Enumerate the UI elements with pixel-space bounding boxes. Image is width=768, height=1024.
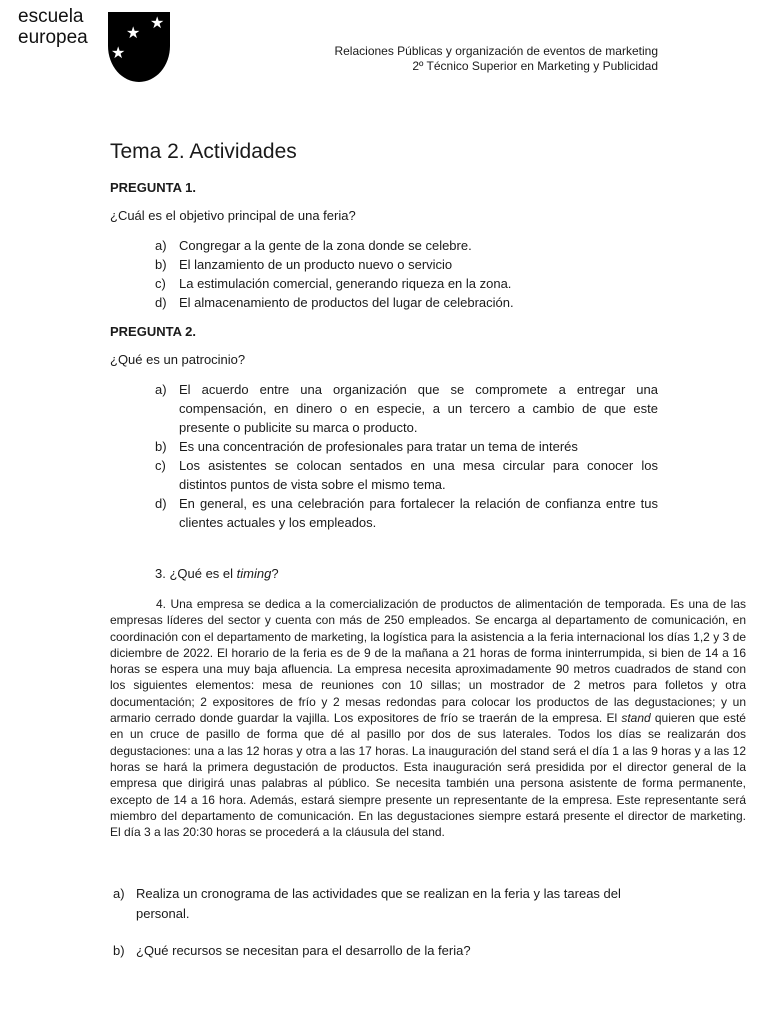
option-text: El almacenamiento de productos del lugar de celebración. <box>179 295 514 310</box>
task-item <box>113 941 673 961</box>
question-2-text: ¿Qué es un patrocinio? <box>110 352 246 367</box>
question-3-emphasis: timing <box>236 566 272 581</box>
logo-line-2: europea <box>18 27 88 48</box>
option-text: En general, es una celebración para fortalecer la relación de confianza entre tus clientes actuales y los empleados. <box>179 496 658 530</box>
option-key: b) <box>155 257 167 272</box>
question-4-text-part-2: quieren que esté en un cruce de pasillo de forma que dé al pasillo por dos de sus laterales. Todos los días se realizarán dos degustaciones: una a las 12 horas y otra a las 17 horas. La inauguración del stand será el día 1 a las 9 horas y a las 12 horas se hará la primera degustación de productos. Esta inauguración será presidida por el director general de la empresa que dirigirá unas palabras al público. Se necesita también una persona asistente de forma permanente, excepto de 14 a 16 hora. Además, estará siempre presente un representante de la empresa. Este representante será miembro del departamento de comunicación. En las degustaciones siempre estará presente el director de marketing. El día 3 a las 20:30 horas se procederá a la cláusula del stand. <box>110 711 746 840</box>
task-text: ¿Qué recursos se necesitan para el desarrollo de la feria? <box>136 943 471 958</box>
option-text: Es una concentración de profesionales para tratar un tema de interés <box>179 439 578 454</box>
option-text: El acuerdo entre una organización que se compromete a entregar una compensación, en dinero o en especie, a un tercero a cambio de que este presente o publicite su marca o producto. <box>179 382 658 435</box>
course-level: 2º Técnico Superior en Marketing y Publicidad <box>412 59 658 73</box>
question-1-label: PREGUNTA 1. <box>110 180 196 195</box>
option-item <box>155 456 658 494</box>
star-icon: ★ <box>126 25 141 42</box>
option-key: d) <box>155 295 167 310</box>
question-3-suffix: ? <box>271 566 279 581</box>
option-item <box>155 274 658 293</box>
option-key: b) <box>155 439 167 454</box>
question-4-emphasis: stand <box>621 711 651 726</box>
option-text: Los asistentes se colocan sentados en una mesa circular para conocer los distintos puntos de vista sobre el mismo tema. <box>179 458 658 492</box>
task-text: Realiza un cronograma de las actividades que se realizan en la feria y las tareas del personal. <box>136 886 621 921</box>
star-icon: ★ <box>111 45 126 62</box>
document-header <box>334 44 658 74</box>
page-title: Tema 2. Actividades <box>110 140 297 163</box>
question-1-text: ¿Cuál es el objetivo principal de una feria? <box>110 208 356 223</box>
task-key: a) <box>113 886 125 901</box>
course-title: Relaciones Públicas y organización de eventos de marketing <box>334 44 658 58</box>
option-key: c) <box>155 276 166 291</box>
task-key: b) <box>113 943 125 958</box>
question-4-paragraph <box>110 596 746 840</box>
option-item <box>155 380 658 437</box>
option-text: Congregar a la gente de la zona donde se celebre. <box>179 238 472 253</box>
option-item <box>155 494 658 532</box>
question-4-number: 4. <box>156 597 167 611</box>
option-item <box>155 236 658 255</box>
option-key: a) <box>155 382 167 397</box>
question-2-label: PREGUNTA 2. <box>110 324 196 339</box>
option-text: La estimulación comercial, generando riqueza en la zona. <box>179 276 512 291</box>
option-item <box>155 293 658 312</box>
option-key: d) <box>155 496 167 511</box>
option-text: El lanzamiento de un producto nuevo o servicio <box>179 257 453 272</box>
option-item <box>155 437 658 456</box>
question-4-text-part-1: Una empresa se dedica a la comercialización de productos de alimentación de temporada. Es una de las empresas líderes del sector y cuenta con más de 250 empleados. Se encarga al departamento de comunicación, en coordinación con el departamento de marketing, la logística para la asistencia a la feria internacional los días 1,2 y 3 de diciembre de 2022. El horario de la feria es de 9 de la mañana a 21 horas de forma ininterrumpida, si bien de 14 a 16 horas se espera una muy baja afluencia. La empresa necesita aproximadamente 90 metros cuadrados de stand con los siguientes elementos: mesa de reuniones con 10 sillas; un mostrador de 2 metros para folletos y otra documentación; 2 expositores de frío y 2 mesas redondas para colocar los productos de las degustaciones; y un armario cerrado donde guardar la vajilla. Los expositores de frío se traerán de la empresa. El <box>110 597 746 726</box>
star-icon: ★ <box>150 15 165 32</box>
option-key: c) <box>155 458 166 473</box>
shield-logo-icon <box>108 12 170 82</box>
logo-text <box>18 6 88 48</box>
option-key: a) <box>155 238 167 253</box>
logo-line-1: escuela <box>18 6 84 27</box>
question-1-options <box>155 236 658 312</box>
question-2-options <box>155 380 658 532</box>
question-3-prefix: 3. ¿Qué es el <box>155 566 237 581</box>
question-3 <box>155 566 279 581</box>
task-item <box>113 884 673 924</box>
option-item <box>155 255 658 274</box>
